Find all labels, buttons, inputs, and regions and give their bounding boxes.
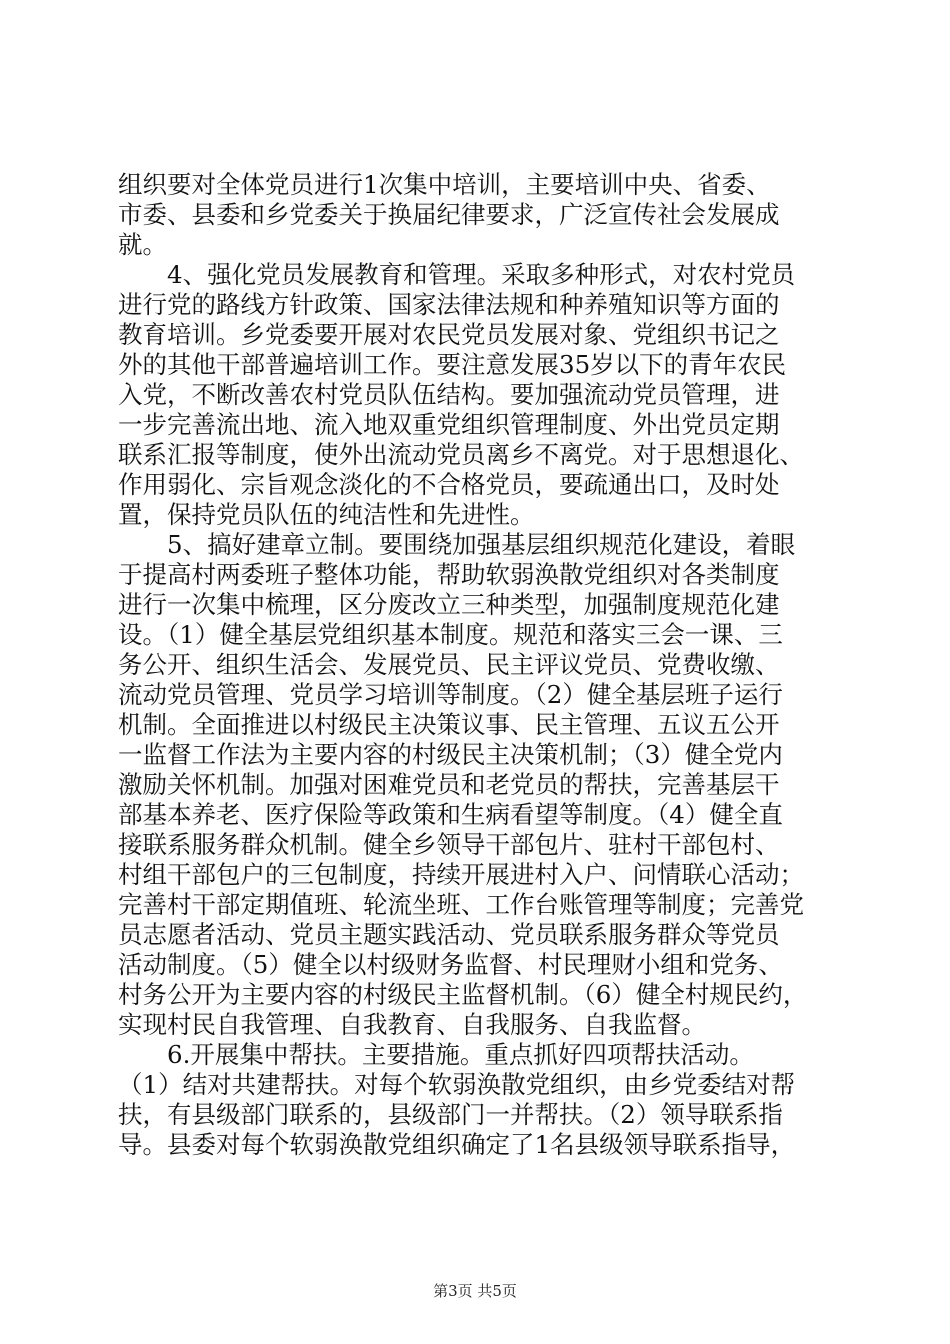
text-line: 实现村民自我管理、自我教育、自我服务、自我监督。 — [118, 1010, 706, 1039]
text-line: 于提高村两委班子整体功能，帮助软弱涣散党组织对各类制度 — [118, 560, 780, 589]
text-line: 员志愿者活动、党员主题实践活动、党员联系服务群众等党员 — [118, 920, 780, 949]
text-line: 完善村干部定期值班、轮流坐班、工作台账管理等制度；完善党 — [118, 890, 804, 919]
text-line: 5、搞好建章立制。要围绕加强基层组织规范化建设，着眼 — [118, 530, 796, 559]
text-line: 设。（1）健全基层党组织基本制度。规范和落实三会一课、三 — [118, 620, 783, 649]
text-line: 4、强化党员发展教育和管理。采取多种形式，对农村党员 — [118, 260, 796, 289]
text-line: 6.开展集中帮扶。主要措施。重点抓好四项帮扶活动。 — [118, 1040, 754, 1069]
text-line: 入党，不断改善农村党员队伍结构。要加强流动党员管理，进 — [118, 380, 780, 409]
text-line: （1）结对共建帮扶。对每个软弱涣散党组织，由乡党委结对帮 — [118, 1070, 796, 1099]
text-line: 扶，有县级部门联系的，县级部门一并帮扶。（2）领导联系指 — [118, 1100, 783, 1129]
text-line: 活动制度。（5）健全以村级财务监督、村民理财小组和党务、 — [118, 950, 783, 979]
text-line: 联系汇报等制度，使外出流动党员离乡不离党。对于思想退化、 — [118, 440, 804, 469]
page-number-label: 第3页 共5页 — [433, 1282, 517, 1300]
text-line: 进行党的路线方针政策、国家法律法规和种养殖知识等方面的 — [118, 290, 780, 319]
text-line: 进行一次集中梳理，区分废改立三种类型，加强制度规范化建 — [118, 590, 780, 619]
text-line: 机制。全面推进以村级民主决策议事、民主管理、五议五公开 — [118, 710, 780, 739]
text-line: 外的其他干部普遍培训工作。要注意发展35岁以下的青年农民 — [118, 350, 787, 379]
text-line: 导。县委对每个软弱涣散党组织确定了1名县级领导联系指导， — [118, 1130, 796, 1159]
text-line: 市委、县委和乡党委关于换届纪律要求，广泛宣传社会发展成 — [118, 200, 780, 229]
body-text — [118, 170, 838, 1160]
text-line: 教育培训。乡党委要开展对农民党员发展对象、党组织书记之 — [118, 320, 780, 349]
page-footer — [0, 1281, 950, 1301]
text-line: 一步完善流出地、流入地双重党组织管理制度、外出党员定期 — [118, 410, 780, 439]
text-line: 作用弱化、宗旨观念淡化的不合格党员，要疏通出口，及时处 — [118, 470, 780, 499]
text-line: 激励关怀机制。加强对困难党员和老党员的帮扶，完善基层干 — [118, 770, 780, 799]
text-line: 部基本养老、医疗保险等政策和生病看望等制度。（4）健全直 — [118, 800, 783, 829]
text-line: 置，保持党员队伍的纯洁性和先进性。 — [118, 500, 535, 529]
text-line: 一监督工作法为主要内容的村级民主决策机制；（3）健全党内 — [118, 740, 783, 769]
text-line: 组织要对全体党员进行1次集中培训，主要培训中央、省委、 — [118, 170, 771, 199]
text-line: 流动党员管理、党员学习培训等制度。（2）健全基层班子运行 — [118, 680, 783, 709]
text-line: 村组干部包户的三包制度，持续开展进村入户、问情联心活动； — [118, 860, 804, 889]
text-line: 村务公开为主要内容的村级民主监督机制。（6）健全村规民约， — [118, 980, 808, 1009]
text-line: 接联系服务群众机制。健全乡领导干部包片、驻村干部包村、 — [118, 830, 780, 859]
text-line: 务公开、组织生活会、发展党员、民主评议党员、党费收缴、 — [118, 650, 780, 679]
text-line: 就。 — [118, 230, 167, 259]
